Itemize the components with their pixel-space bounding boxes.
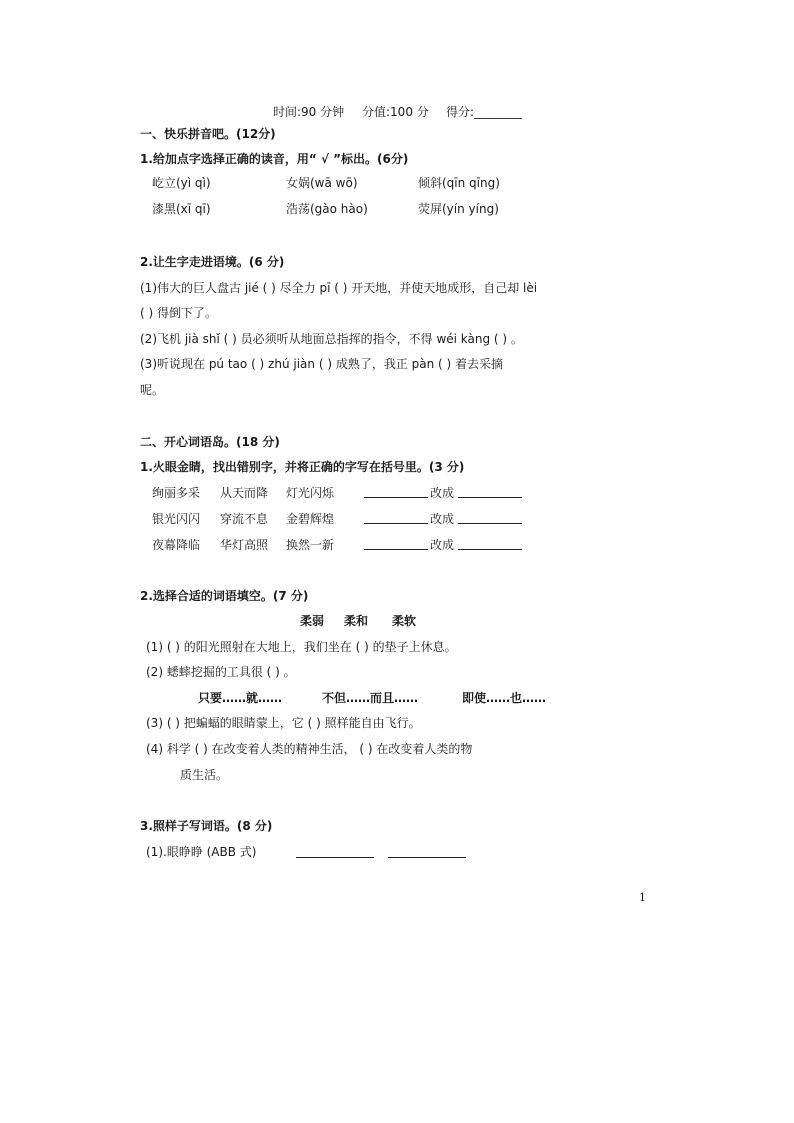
word-option: 柔软 [392,614,417,628]
pinyin-option: 倾斜(qīn qīng) [418,176,500,190]
q2-fill-line: 质生活。 [180,768,229,782]
section2-q2-title: 2.选择合适的词语填空。(7 分) [140,589,309,603]
q2-fill-line: (2) 蟋蟀挖掘的工具很 ( ) 。 [146,665,296,679]
q2-line: ( ) 得倒下了。 [140,306,217,320]
word: 灯光闪烁 [286,486,335,500]
pinyin-option: 荧屏(yín yíng) [418,202,499,216]
q2-line: 呢。 [140,383,165,397]
answer-blank[interactable] [364,537,428,550]
word: 绚丽多采 [152,486,201,500]
header-score-label: 得分:________ [446,105,523,119]
answer-blank[interactable] [388,845,466,858]
answer-blank[interactable] [458,485,522,498]
word: 金碧辉煌 [286,512,335,526]
word: 换然一新 [286,538,335,552]
q2-line: (2)飞机 jià shǐ ( ) 员必须听从地面总指挥的指令，不得 wéi kàng ( ) 。 [140,332,523,346]
word-option: 柔和 [344,614,369,628]
q2-fill-line: (3) ( ) 把蝙蝠的眼睛蒙上，它 ( ) 照样能自由飞行。 [146,716,421,730]
word: 银光闪闪 [152,512,201,526]
change-label: 改成 [430,512,455,526]
conjunction-option: 只要……就…… [198,691,283,705]
pinyin-option: 漆黑(xī qī) [152,202,211,216]
answer-blank[interactable] [296,845,374,858]
conjunction-option: 即使……也…… [462,691,547,705]
answer-blank[interactable] [364,511,428,524]
section2-title: 二、开心词语岛。(18 分) [140,435,280,449]
q2-line: (1)伟大的巨人盘古 jié ( ) 尽全力 pī ( ) 开天地，并使天地成形，自己却 lèi [140,281,538,295]
section2-q3-title: 3.照样子写词语。(8 分) [140,819,273,833]
change-label: 改成 [430,538,455,552]
word-option: 柔弱 [300,614,325,628]
section1-q2-title: 2.让生字走进语境。(6 分) [140,255,285,269]
answer-blank[interactable] [458,511,522,524]
answer-blank[interactable] [364,485,428,498]
change-label: 改成 [430,486,455,500]
word: 从天而降 [220,486,269,500]
section1-title: 一、快乐拼音吧。(12分) [140,127,276,141]
q2-fill-line: (4) 科学 ( ) 在改变着人类的精神生活， ( ) 在改变着人类的物 [146,742,473,756]
header-time: 时间:90 分钟 [273,105,345,119]
q3-line: (1).眼睁睁 (ABB 式) [146,845,257,859]
word: 夜幕降临 [152,538,201,552]
word: 穿流不息 [220,512,269,526]
pinyin-option: 浩荡(gào hào) [286,202,368,216]
pinyin-option: 屹立(yì qì) [152,176,211,190]
word: 华灯高照 [220,538,269,552]
answer-blank[interactable] [458,537,522,550]
section1-q1-title: 1.给加点字选择正确的读音，用“ √ ”标出。(6分) [140,152,409,166]
q2-fill-line: (1) ( ) 的阳光照射在大地上，我们坐在 ( ) 的垫子上休息。 [146,640,457,654]
section2-q1-title: 1.火眼金睛，找出错别字，并将正确的字写在括号里。(3 分) [140,460,465,474]
header-score-total: 分值:100 分 [362,105,429,119]
pinyin-option: 女娲(wā wō) [286,176,358,190]
conjunction-option: 不但……而且…… [322,691,419,705]
page-number: 1 [639,891,646,904]
q2-line: (3)听说现在 pú tao ( ) zhú jiàn ( ) 成熟了，我正 pàn ( ) 着去采摘 [140,357,504,371]
